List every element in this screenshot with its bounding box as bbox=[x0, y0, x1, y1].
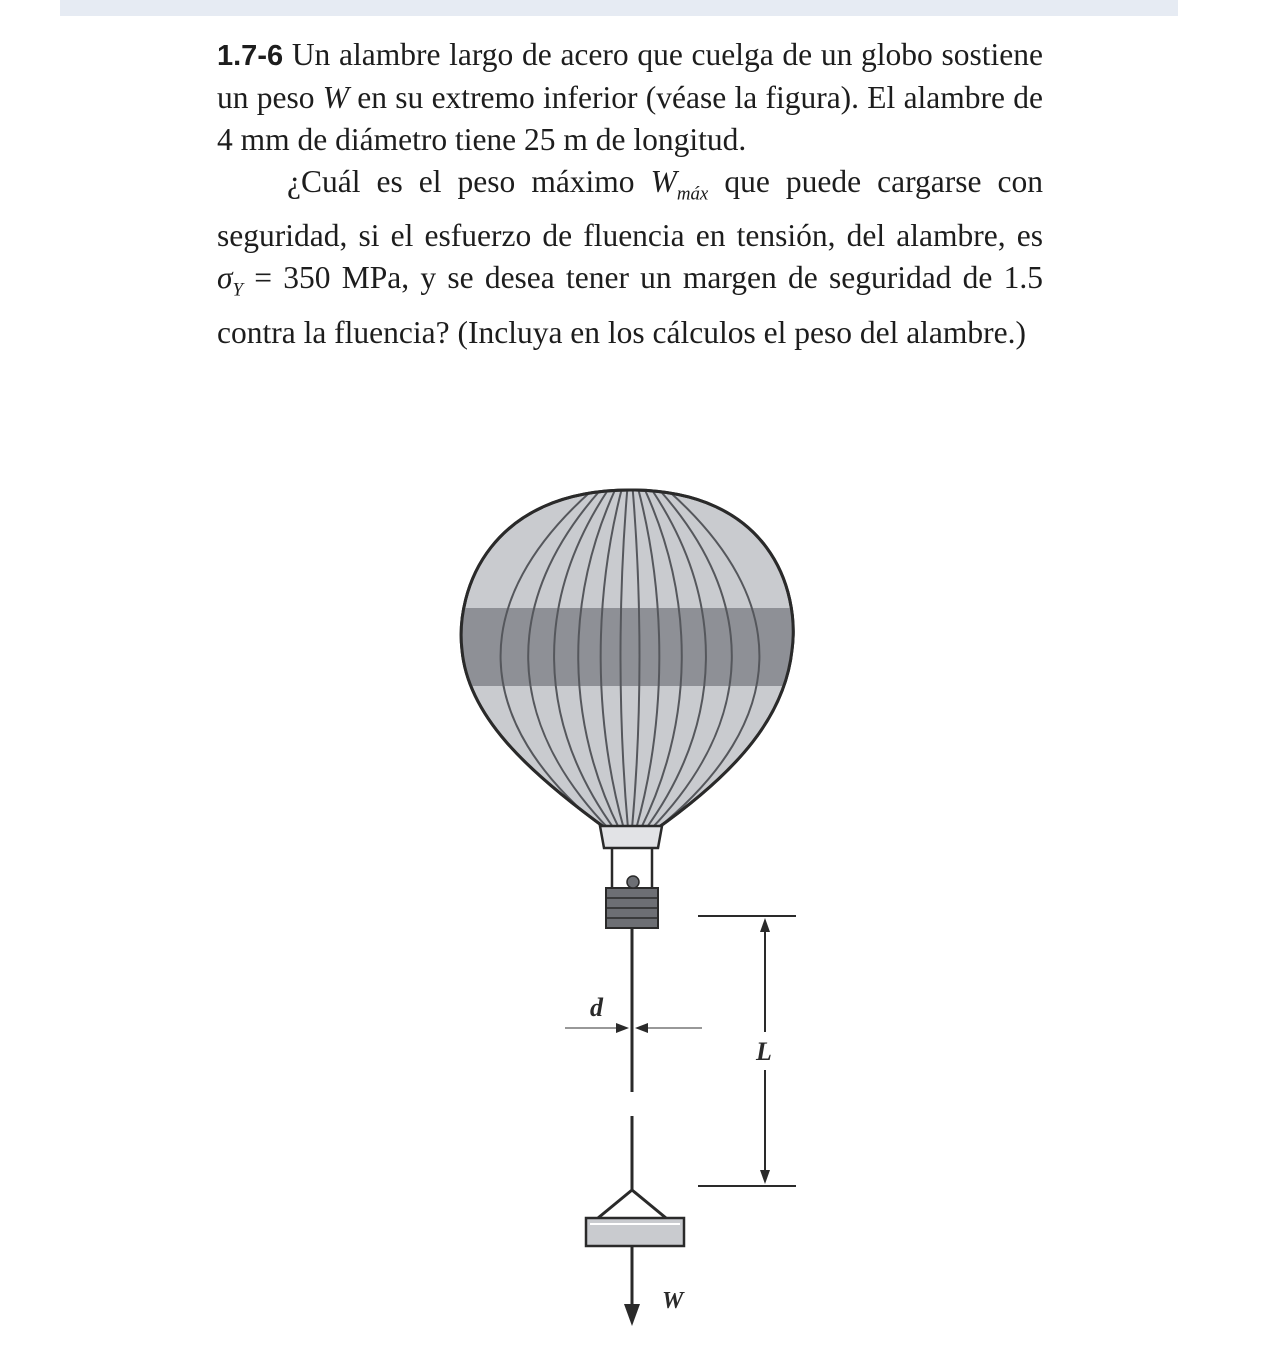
balloon-figure bbox=[440, 480, 820, 1340]
p2-sigma-symbol: σ bbox=[217, 260, 233, 296]
length-arrow-bottom bbox=[760, 1170, 770, 1184]
balloon-skirt bbox=[600, 826, 662, 848]
p2-text-a: ¿Cuál es el peso máximo bbox=[287, 164, 651, 199]
p2-weight-subscript: máx bbox=[676, 183, 709, 205]
weight-arrow-head bbox=[624, 1304, 640, 1326]
weight-arrow bbox=[624, 1246, 685, 1326]
label-W: W bbox=[662, 1288, 684, 1314]
balloon-band bbox=[440, 608, 820, 686]
length-dimension bbox=[698, 916, 796, 1186]
label-L: L bbox=[756, 1037, 772, 1066]
weight-assembly bbox=[586, 1190, 684, 1246]
balloon-figure-svg bbox=[440, 480, 820, 1340]
length-arrow-top bbox=[760, 918, 770, 932]
basket-passenger bbox=[627, 876, 639, 888]
top-bar bbox=[60, 0, 1178, 16]
problem-text bbox=[217, 34, 1043, 354]
basket bbox=[606, 876, 658, 928]
p2-sigma-subscript: Y bbox=[232, 279, 244, 301]
p2-text-c: = 350 MPa, y se desea tener un margen de seguridad de 1.5 contra la fluencia? (Incluya en los cálculos el peso del alambre.) bbox=[217, 260, 1043, 350]
p2-weight-symbol: W bbox=[650, 164, 677, 199]
problem-paragraph-2 bbox=[217, 161, 1043, 354]
p1-text-b: en su extremo inferior (véase la figura). El alambre de 4 mm de diámetro tiene 25 m de longitud. bbox=[217, 80, 1043, 157]
label-d: d bbox=[590, 993, 603, 1022]
p1-weight-symbol: W bbox=[322, 80, 350, 115]
p1-text-a: Un alambre largo de acero que cuelga de un globo sostiene un peso bbox=[217, 37, 1043, 115]
balloon-envelope bbox=[440, 490, 820, 830]
diameter-arrow-left bbox=[616, 1023, 629, 1033]
problem-number: 1.7-6 bbox=[217, 40, 284, 72]
weight-block bbox=[586, 1218, 684, 1246]
weight-hanger bbox=[598, 1190, 666, 1218]
problem-paragraph-1 bbox=[217, 34, 1043, 161]
p2-text-b: que puede cargarse con seguridad, si el esfuerzo de fluencia en tensión, del alambre, es bbox=[217, 164, 1043, 254]
diameter-arrow-right bbox=[635, 1023, 648, 1033]
